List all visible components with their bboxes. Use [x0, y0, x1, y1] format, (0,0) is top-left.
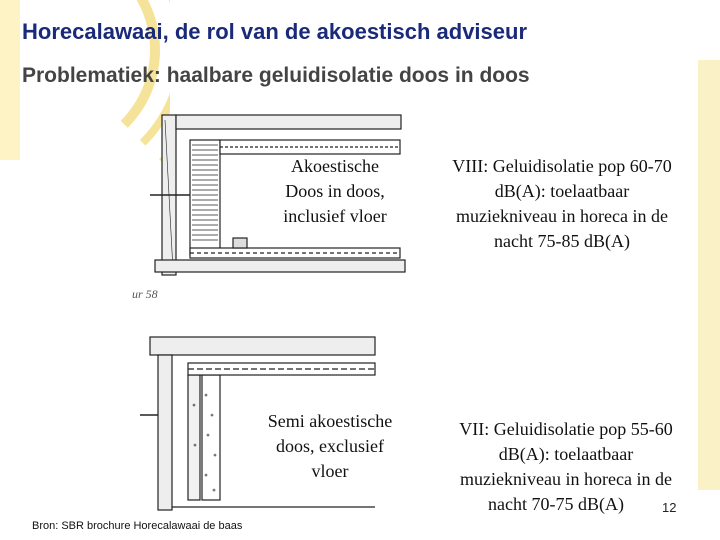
construction-label-1	[262, 154, 408, 229]
page-number: 12	[662, 500, 677, 515]
construction-line: inclusief vloer	[283, 206, 387, 226]
description-line: nacht 75-85 dB(A)	[494, 231, 630, 251]
description-line: dB(A): toelaatbaar	[494, 181, 630, 201]
description-line: VIII: Geluidisolatie pop 60-70	[452, 156, 672, 176]
figure-caption: ur 58	[132, 287, 158, 301]
slide-subtitle: Problematiek: haalbare geluidisolatie doos in doos	[22, 64, 530, 87]
slide-title: Horecalawaai, de rol van de akoestisch adviseur	[22, 19, 528, 44]
description-line: muziekniveau in horeca in de	[456, 206, 668, 226]
isolation-description-1	[432, 154, 692, 254]
construction-line: vloer	[311, 461, 349, 481]
construction-line: Akoestische	[291, 156, 379, 176]
source-credit: Bron: SBR brochure Horecalawaai de baas	[32, 520, 243, 532]
decor-right-band	[698, 60, 720, 490]
construction-line: doos, exclusief	[276, 436, 384, 456]
description-line: dB(A): toelaatbaar	[498, 444, 634, 464]
construction-label-2	[250, 409, 410, 484]
description-line: nacht 70-75 dB(A)	[488, 494, 624, 514]
isolation-description-2	[436, 417, 696, 517]
description-line: muziekniveau in horeca in de	[460, 469, 672, 489]
description-line: VII: Geluidisolatie pop 55-60	[459, 419, 673, 439]
construction-line: Doos in doos,	[285, 181, 385, 201]
construction-line: Semi akoestische	[267, 411, 393, 431]
